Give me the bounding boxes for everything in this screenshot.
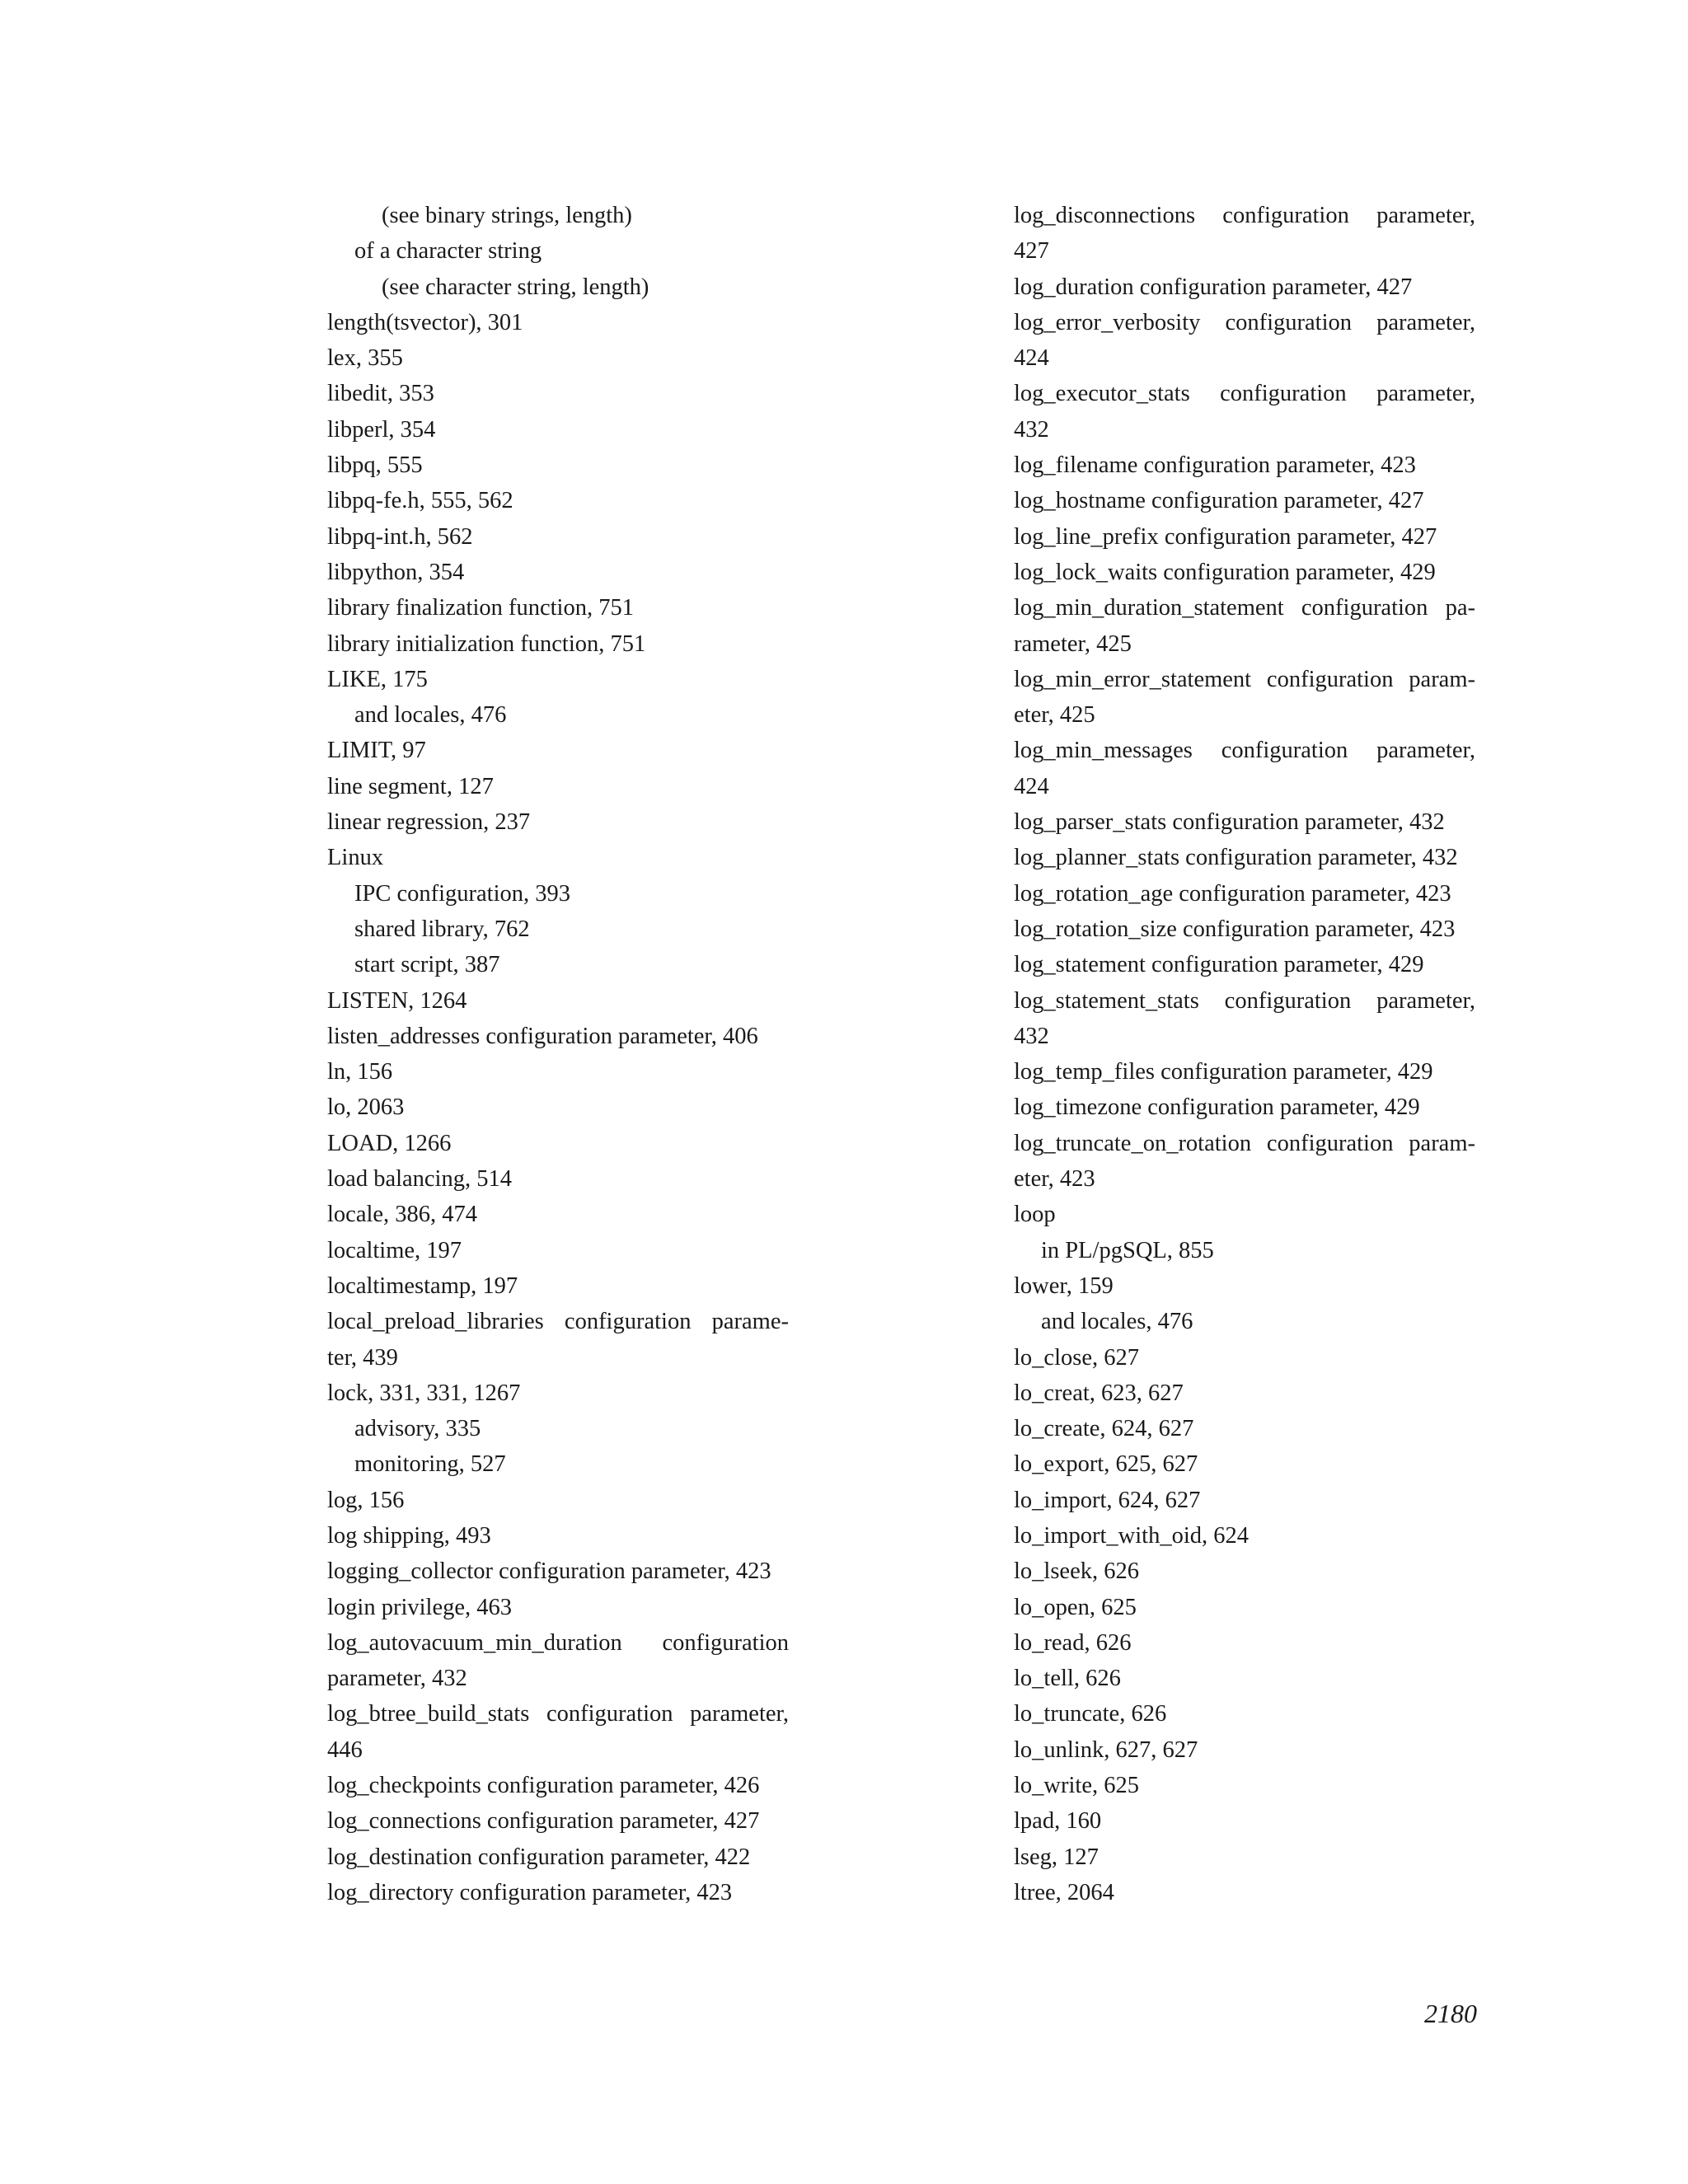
index-entry: log_statement_stats configuration parameter, <box>1014 987 1475 1014</box>
index-entry: log_executor_stats configuration parameter, <box>1014 381 1475 407</box>
index-entry: lo_open, 625 <box>1014 1594 1137 1620</box>
index-subentry: IPC configuration, 393 <box>354 880 571 907</box>
index-entry: log_temp_files configuration parameter, 429 <box>1014 1059 1433 1085</box>
index-entry: library initialization function, 751 <box>327 630 646 657</box>
index-entry: eter, 425 <box>1014 702 1095 729</box>
index-entry: log_timezone configuration parameter, 429 <box>1014 1094 1420 1121</box>
index-entry: eter, 423 <box>1014 1166 1095 1193</box>
index-column-left <box>327 198 789 1910</box>
index-entry: lo_create, 624, 627 <box>1014 1416 1194 1442</box>
index-entry: libperl, 354 <box>327 416 436 443</box>
index-subentry: of a character string <box>354 238 542 265</box>
index-entry: 432 <box>1014 416 1049 443</box>
index-entry: ln, 156 <box>327 1059 393 1085</box>
index-subentry: and locales, 476 <box>1041 1309 1193 1335</box>
index-entry: log, 156 <box>327 1487 405 1513</box>
index-entry: lock, 331, 331, 1267 <box>327 1380 521 1406</box>
index-entry: lo_close, 627 <box>1014 1344 1139 1371</box>
index-entry: loop <box>1014 1202 1056 1228</box>
index-entry: 432 <box>1014 1023 1049 1049</box>
index-entry: lo, 2063 <box>327 1094 405 1121</box>
index-entry: 446 <box>327 1736 363 1763</box>
index-entry: log_filename configuration parameter, 423 <box>1014 452 1416 479</box>
index-subentry: monitoring, 527 <box>354 1451 506 1478</box>
index-entry: log_lock_waits configuration parameter, 429 <box>1014 559 1436 585</box>
index-entry: log_directory configuration parameter, 423 <box>327 1879 733 1905</box>
index-entry: log shipping, 493 <box>327 1522 491 1549</box>
index-entry: load balancing, 514 <box>327 1166 512 1193</box>
index-entry: log_checkpoints configuration parameter, 426 <box>327 1773 760 1799</box>
index-subentry: shared library, 762 <box>354 916 530 942</box>
index-entry: log_error_verbosity configuration parameter, <box>1014 309 1475 335</box>
index-entry: log_min_messages configuration parameter, <box>1014 738 1475 764</box>
index-entry: log_planner_stats configuration parameter, 432 <box>1014 845 1458 871</box>
page-number: 2180 <box>1424 1999 1477 2028</box>
index-entry: log_line_prefix configuration parameter, 427 <box>1014 523 1437 550</box>
index-entry: lo_export, 625, 627 <box>1014 1451 1198 1478</box>
index-entry: log_truncate_on_rotation configuration param- <box>1014 1130 1475 1156</box>
index-entry: libedit, 353 <box>327 381 434 407</box>
index-column-right <box>1014 198 1475 1910</box>
index-entry: lower, 159 <box>1014 1272 1114 1299</box>
index-entry: 427 <box>1014 238 1049 265</box>
index-entry: lo_unlink, 627, 627 <box>1014 1736 1198 1763</box>
index-entry: parameter, 432 <box>327 1666 467 1692</box>
index-entry: log_rotation_size configuration parameter, 423 <box>1014 916 1456 942</box>
index-entry: lpad, 160 <box>1014 1808 1102 1835</box>
index-entry: libpq, 555 <box>327 452 423 479</box>
index-entry: lo_truncate, 626 <box>1014 1701 1167 1727</box>
index-entry: log_disconnections configuration parameter, <box>1014 203 1475 228</box>
index-entry: log_connections configuration parameter, 427 <box>327 1808 760 1835</box>
index-subentry: and locales, 476 <box>354 702 507 729</box>
index-entry: ltree, 2064 <box>1014 1879 1114 1905</box>
index-entry: ter, 439 <box>327 1344 398 1371</box>
index-entry: lseg, 127 <box>1014 1844 1099 1870</box>
index-entry: local_preload_libraries configuration parame- <box>327 1309 789 1335</box>
index-subentry: (see binary strings, length) <box>382 203 632 228</box>
index-entry: lex, 355 <box>327 345 403 372</box>
index-entry: lo_lseek, 626 <box>1014 1558 1139 1585</box>
index-entry: logging_collector configuration parameter, 423 <box>327 1558 771 1585</box>
index-entry: log_destination configuration parameter, 422 <box>327 1844 751 1870</box>
index-entry: log_btree_build_stats configuration parameter, <box>327 1701 789 1727</box>
index-subentry: in PL/pgSQL, 855 <box>1041 1237 1214 1263</box>
index-subentry: advisory, 335 <box>354 1416 481 1442</box>
index-subentry: start script, 387 <box>354 952 500 978</box>
index-entry: 424 <box>1014 773 1049 799</box>
index-entry: lo_creat, 623, 627 <box>1014 1380 1184 1406</box>
index-entry: localtimestamp, 197 <box>327 1272 518 1299</box>
index-entry: log_duration configuration parameter, 427 <box>1014 274 1413 300</box>
index-entry: LISTEN, 1264 <box>327 987 467 1014</box>
index-entry: login privilege, 463 <box>327 1594 513 1620</box>
index-entry: libpython, 354 <box>327 559 465 585</box>
index-entry: lo_import_with_oid, 624 <box>1014 1522 1249 1549</box>
index-entry: lo_import, 624, 627 <box>1014 1487 1201 1513</box>
index-entry: log_hostname configuration parameter, 427 <box>1014 488 1424 514</box>
index-entry: LOAD, 1266 <box>327 1130 452 1156</box>
index-entry: lo_read, 626 <box>1014 1629 1132 1656</box>
index-entry: log_parser_stats configuration parameter, 432 <box>1014 809 1445 836</box>
index-entry: log_autovacuum_min_duration configuration <box>327 1629 789 1656</box>
index-entry: libpq-int.h, 562 <box>327 523 473 550</box>
index-subentry: (see character string, length) <box>382 274 649 300</box>
index-entry: log_statement configuration parameter, 429 <box>1014 952 1424 978</box>
index-entry: line segment, 127 <box>327 773 494 799</box>
index-entry: rameter, 425 <box>1014 630 1132 657</box>
index-entry: lo_write, 625 <box>1014 1773 1139 1799</box>
index-entry: locale, 386, 474 <box>327 1202 478 1228</box>
index-entry: LIMIT, 97 <box>327 738 426 764</box>
index-entry: libpq-fe.h, 555, 562 <box>327 488 513 514</box>
index-entry: lo_tell, 626 <box>1014 1666 1121 1692</box>
index-entry: Linux <box>327 845 384 871</box>
index-entry: localtime, 197 <box>327 1237 462 1263</box>
index-entry: log_min_error_statement configuration param- <box>1014 666 1475 692</box>
index-entry: library finalization function, 751 <box>327 595 634 621</box>
index-entry: linear regression, 237 <box>327 809 531 836</box>
index-entry: listen_addresses configuration parameter, 406 <box>327 1023 758 1049</box>
index-entry: LIKE, 175 <box>327 666 428 692</box>
index-entry: log_min_duration_statement configuration pa- <box>1014 595 1475 621</box>
index-entry: length(tsvector), 301 <box>327 309 523 335</box>
index-entry: 424 <box>1014 345 1049 372</box>
index-entry: log_rotation_age configuration parameter, 423 <box>1014 880 1451 907</box>
